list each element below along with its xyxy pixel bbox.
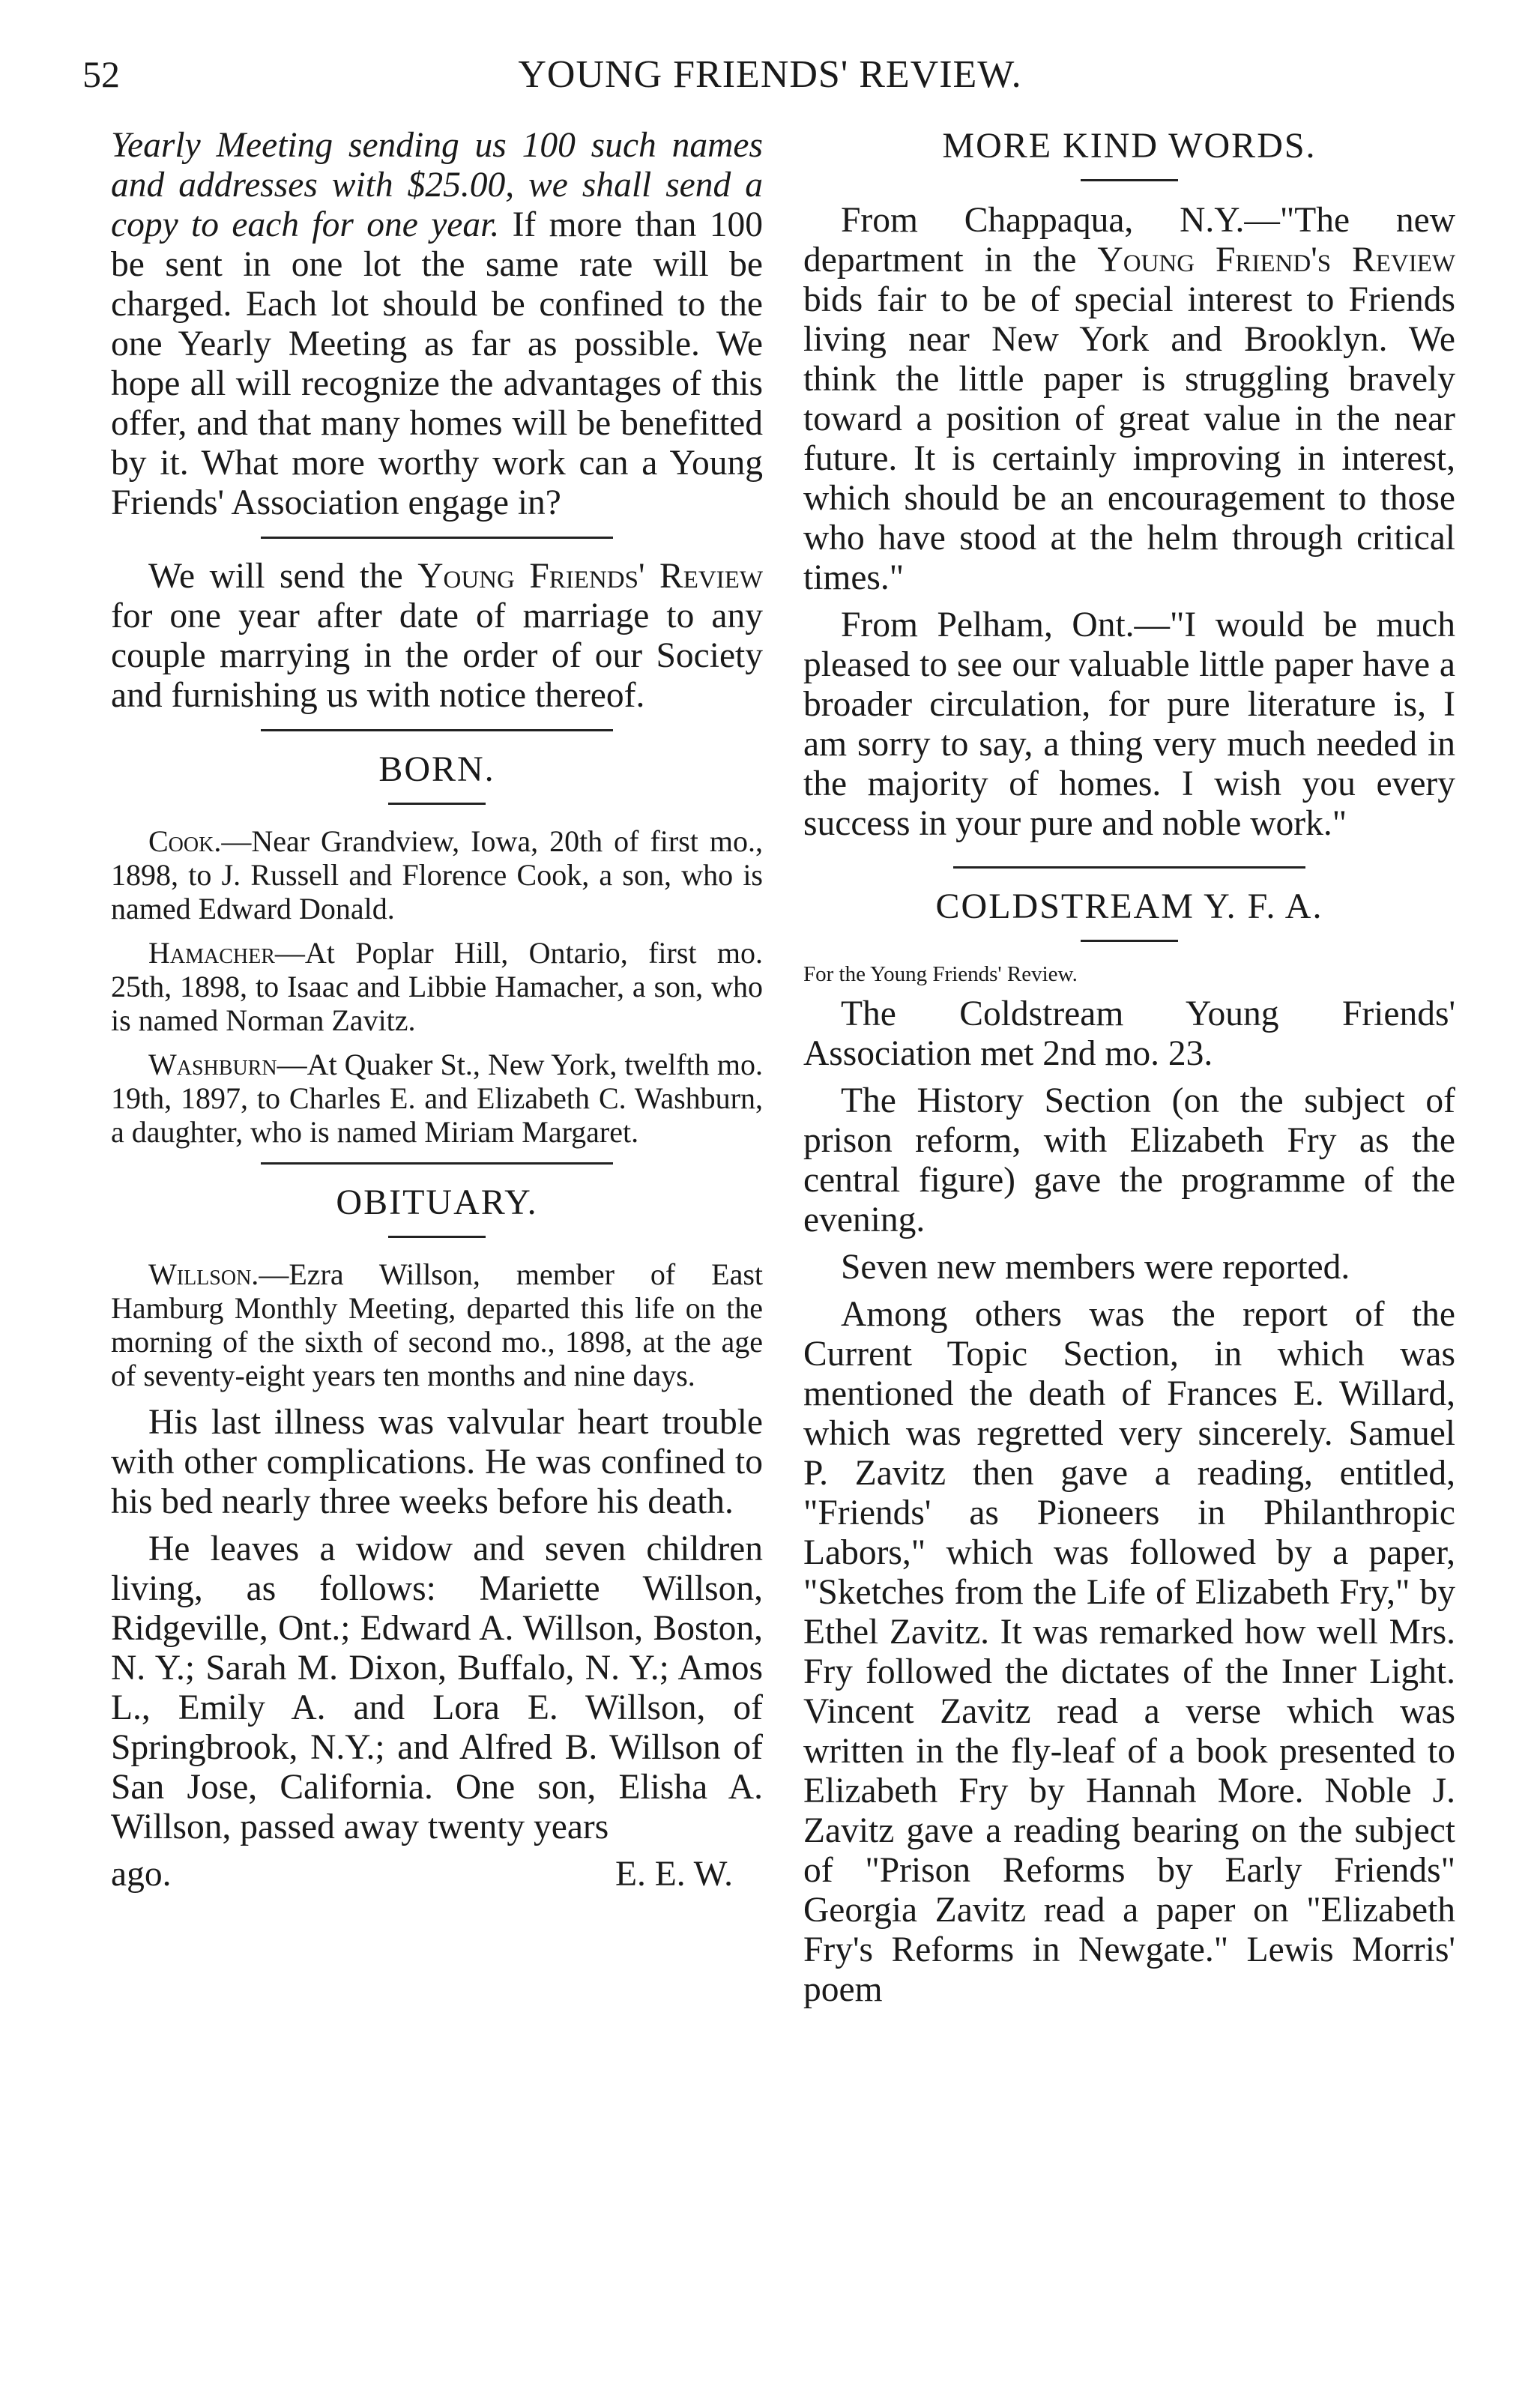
review-name: Young Friends' Review [417,557,763,596]
section-divider [953,866,1305,869]
birth-text: —Near Grandview, Iowa, 20th of first mo., 1898, to J. Russell and Florence Cook, a son, who is named Edward Donald. [111,824,763,925]
obituary-heading: OBITUARY. [336,1183,538,1222]
page-header [0,52,1540,105]
chappaqua-letter [803,201,1455,598]
pelham-letter: From Pelham, Ont.—"I would be much pleased to see our valuable little paper have a broader circulation, for pure literature is, I am sorry to say, a thing very much needed in the majority of homes. I wish you every success in your pure and noble work." [803,605,1455,843]
obituary-text: —Ezra Willson, member of East Hamburg Monthly Meeting, departed this life on the morning of the sixth of second mo., 1898, at the age of seventy-eight years ten months and nine days. [111,1257,763,1392]
coldstream-paragraph: The History Section (on the subject of prison reform, with Elizabeth Fry as the central figure) gave the programme of the evening. [803,1081,1455,1239]
born-heading: BORN. [378,749,495,789]
marriage-notice [111,557,763,716]
obituary-notice [111,1257,763,1392]
offer-italic-text: Yearly Meeting sending us 100 such names and addresses with $25.00, we shall send a copy to each for one year. [111,126,763,244]
heading-divider [388,1236,486,1238]
birth-notice-washburn [111,1048,763,1149]
chappaqua-text-start: From Chappaqua, N.Y.—"The new department in the [803,201,1455,280]
birth-name: Cook. [148,824,222,858]
heading-divider [1081,179,1178,181]
obituary-end-word: ago. [111,1855,172,1894]
birth-name: Hamacher [148,936,275,970]
left-column [111,126,763,1894]
marriage-text-start: We will send the [148,557,418,596]
obituary-paragraph: He leaves a widow and seven children living, as follows: Mariette Willson, Ridgeville, Ont.; Edward A. Willson, Boston, N. Y.; Sarah M. Dixon, Buffalo, N. Y.; Amos L., Emily A. and Lora E. Willson, of Springbrook, N.Y.; and Alfred B. Willson of San Jose, California. One son, Elisha A. Willson, passed away twenty years [111,1529,763,1846]
marriage-text-end: for one year after date of marriage to any couple marrying in the order of our Society and furnishing us with notice thereof. [111,597,763,715]
review-name: Young Friend's Review [1097,241,1455,280]
obituary-paragraph: His last illness was valvular heart trouble with other complications. He was confined to his bed nearly three weeks before his death. [111,1403,763,1521]
section-divider [261,1162,613,1165]
chappaqua-text-end: bids fair to be of special interest to Friends living near New York and Brooklyn. We think the little paper is struggling bravely toward a position of great value in the near future. It is certainly improving in interest, which should be an encouragement to those who have stood at the helm through critical times." [803,280,1455,597]
obituary-signature: E. E. W. [615,1855,733,1894]
birth-name: Washburn [148,1048,277,1081]
birth-text: —At Poplar Hill, Ontario, first mo. 25th, 1898, to Isaac and Libbie Hamacher, a son, who is named Norman Zavitz. [111,936,763,1037]
running-title: YOUNG FRIENDS' REVIEW. [518,53,1022,96]
section-divider [261,729,613,731]
right-column [803,126,1455,2017]
coldstream-paragraph: The Coldstream Young Friends' Association met 2nd mo. 23. [803,994,1455,1073]
obituary-closing [111,1855,763,1894]
offer-rest-text: If more than 100 be sent in one lot the same rate will be charged. Each lot should be confined to the one Yearly Meeting as far as possible. We hope all will recognize the advantages of this offer, and that many homes will be benefitted by it. What more worthy work can a Young Friends' Association engage in? [111,205,764,522]
source-line: For the Young Friends' Review. [803,962,1078,986]
birth-notice-cook [111,824,763,925]
kind-words-heading: MORE KIND WORDS. [942,126,1317,166]
birth-text: —At Quaker St., New York, twelfth mo. 19th, 1897, to Charles E. and Elizabeth C. Washburn, a daughter, who is named Miriam Margaret. [111,1048,763,1149]
obituary-name: Willson. [148,1257,259,1291]
heading-divider [388,803,486,805]
coldstream-paragraph: Among others was the report of the Current Topic Section, in which was mentioned the death of Frances E. Willard, which was regretted very sincerely. Samuel P. Zavitz then gave a reading, entitled, "Friends' as Pioneers in Philanthropic Labors," which was followed by a paper, "Sketches from the Life of Elizabeth Fry," by Ethel Zavitz. It was remarked how well Mrs. Fry followed the dictates of the Inner Light. Vincent Zavitz read a verse which was written in the fly-leaf of a book presented to Elizabeth Fry by Hannah More. Noble J. Zavitz gave a reading bearing on the subject of "Prison Reforms by Early Friends" Georgia Zavitz read a paper on "Elizabeth Fry's Reforms in Newgate." Lewis Morris' poem [803,1295,1455,2009]
yearly-meeting-offer [111,126,763,523]
coldstream-paragraph: Seven new members were reported. [841,1248,1350,1287]
section-divider [261,537,613,539]
page-number: 52 [82,53,120,95]
heading-divider [1081,940,1178,942]
coldstream-heading: COLDSTREAM Y. F. A. [935,887,1323,926]
birth-notice-hamacher [111,936,763,1037]
